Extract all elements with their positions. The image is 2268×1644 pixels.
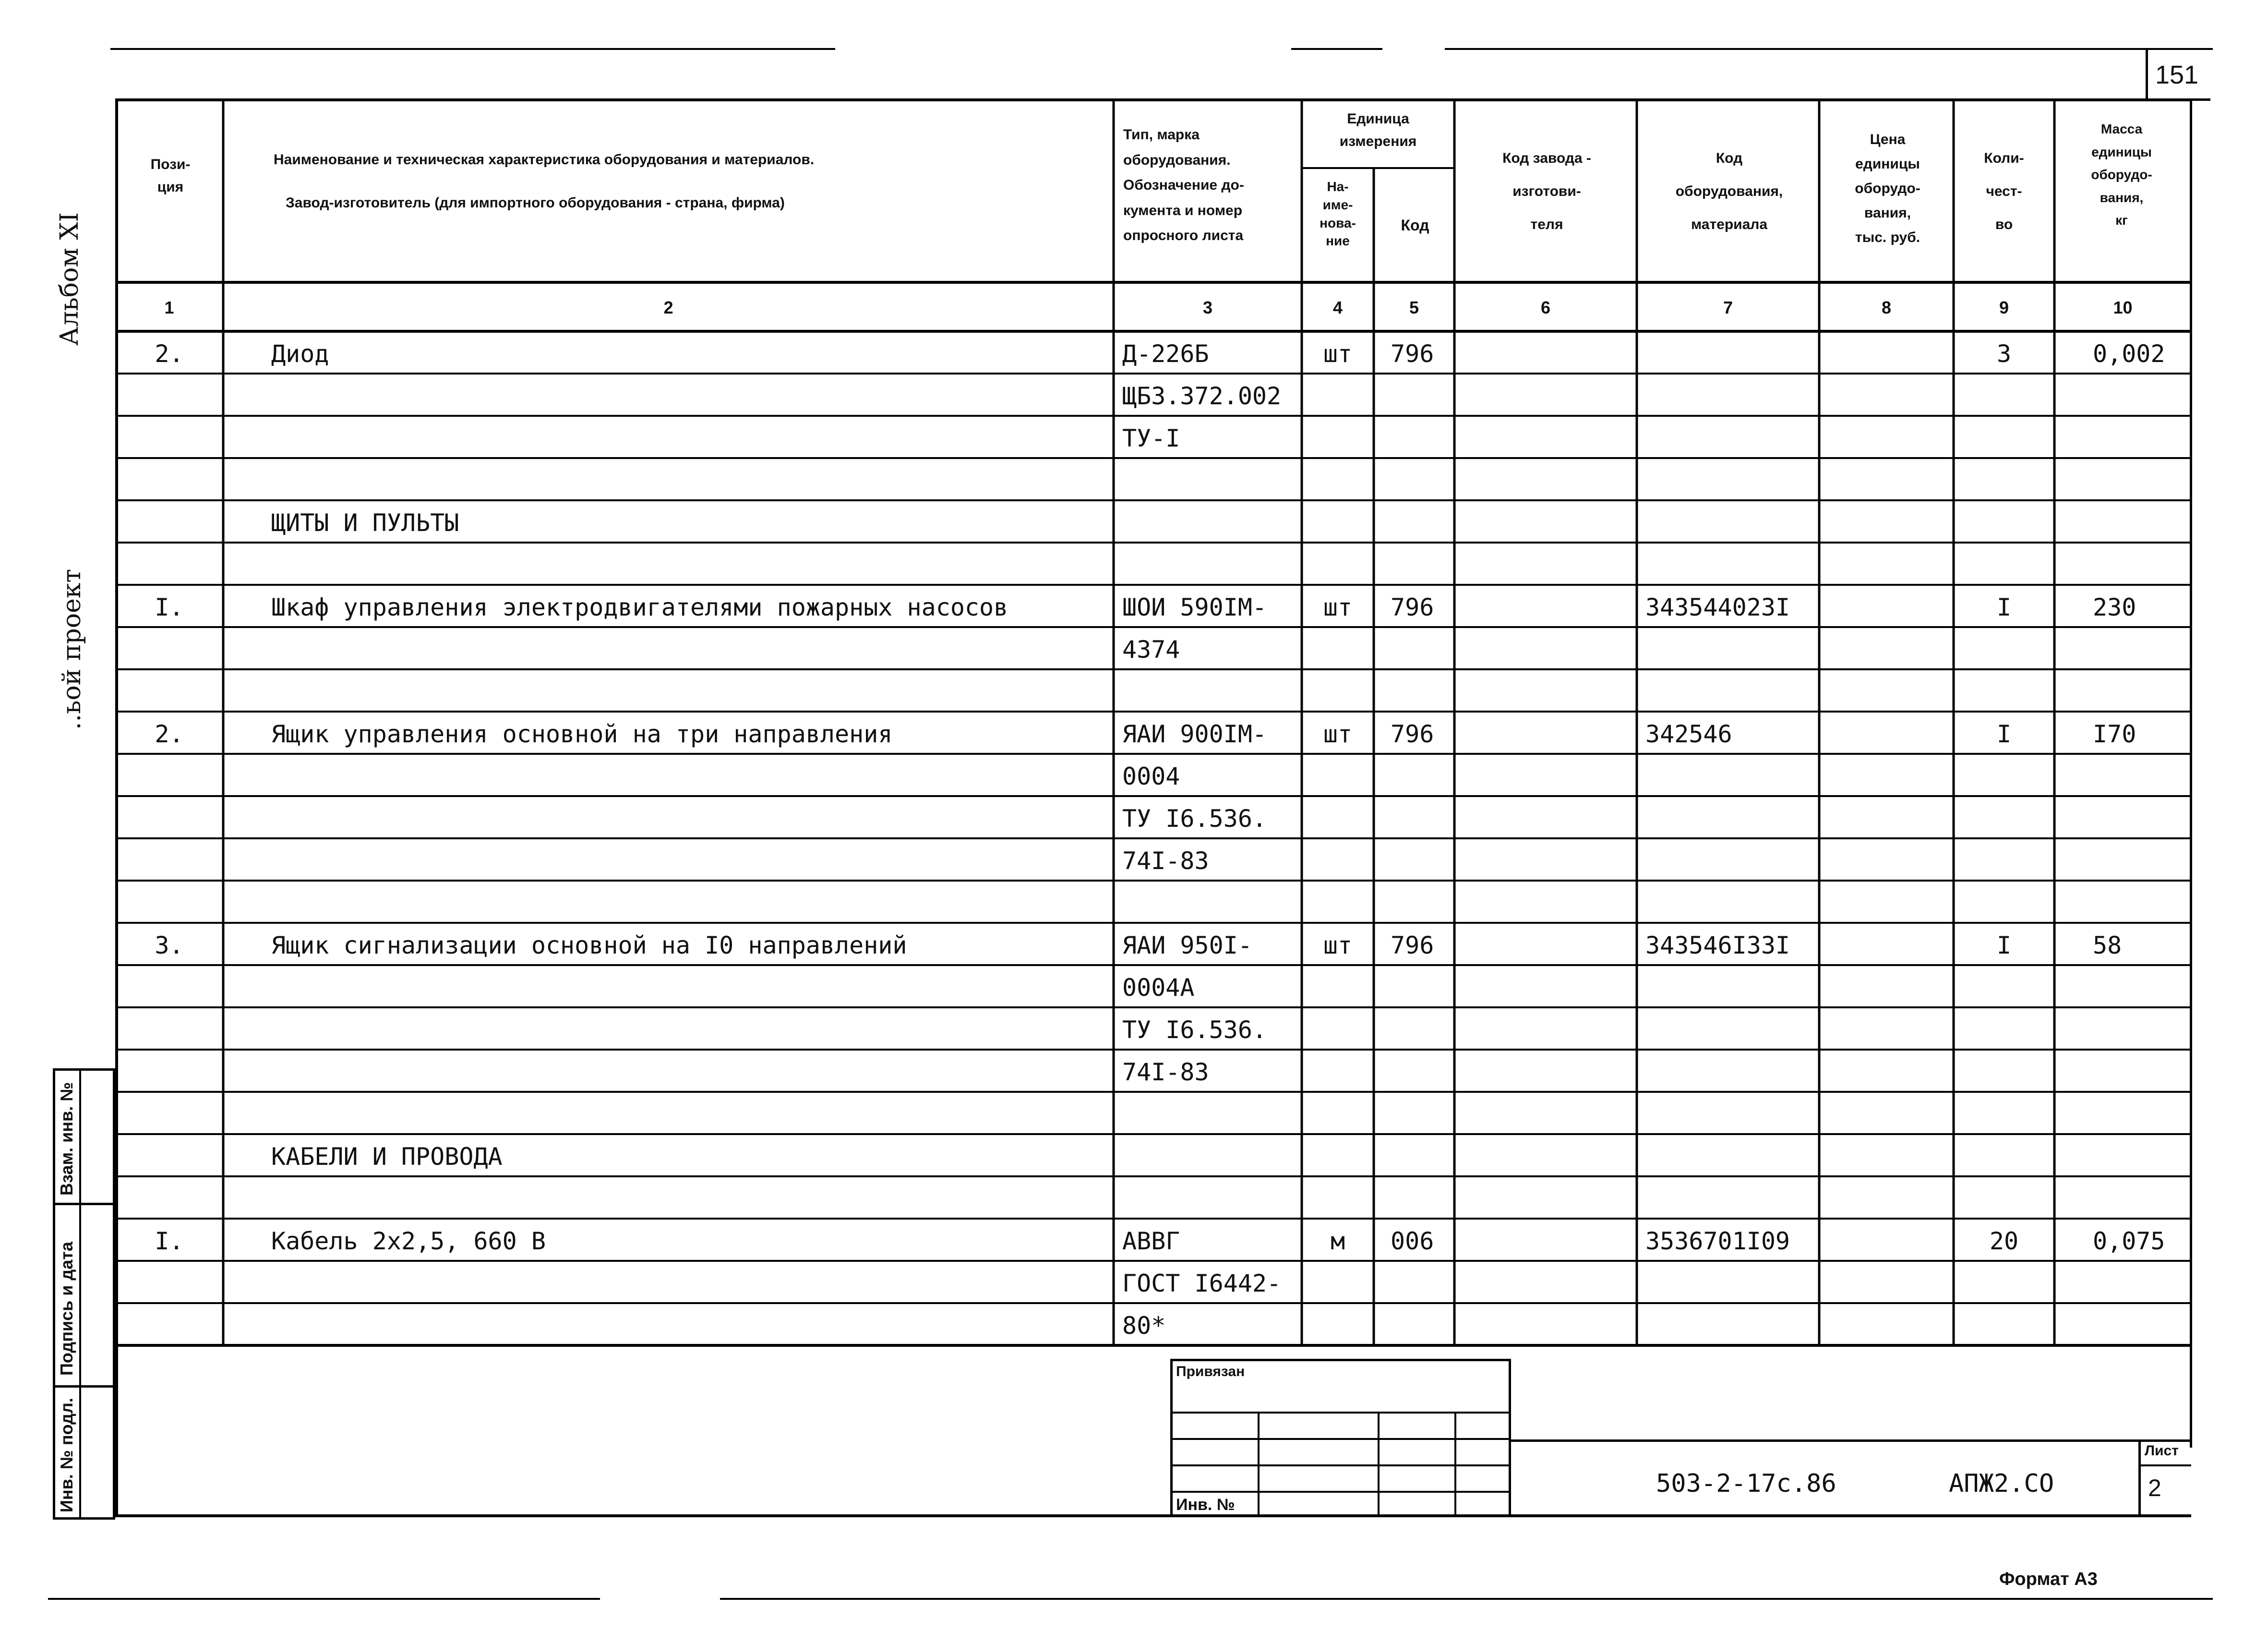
list-label: Лист: [2145, 1443, 2179, 1459]
podpis-label: Подпись и дата: [57, 1242, 76, 1376]
stamp-hline-1: [1170, 1412, 1511, 1414]
row-name: Диод: [271, 340, 329, 368]
row-name: Кабель 2х2,5, 660 В: [271, 1227, 546, 1255]
page-number: 151: [2155, 60, 2199, 89]
column-number: 5: [1409, 298, 1419, 317]
row-name: ЩИТЫ И ПУЛЬТЫ: [271, 509, 459, 537]
row-mass: 58: [2093, 931, 2122, 959]
doc-code: АПЖ2.СО: [1949, 1469, 2054, 1498]
row-type: Д-226Б: [1122, 340, 1209, 368]
column-number: 1: [164, 298, 174, 317]
row-name: Шкаф управления электродвигателями пожарных насосов: [271, 593, 1008, 621]
row-unit-code: 006: [1391, 1227, 1434, 1255]
hdr-col2-line1: Наименование и техническая характеристика оборудования и материалов.: [274, 152, 815, 168]
row-equipment-code: 3536701I09: [1645, 1227, 1790, 1255]
row-unit: шт: [1323, 340, 1353, 368]
column-number: 7: [1723, 298, 1733, 317]
row-type: ТУ-I: [1122, 424, 1180, 452]
row-name: Ящик управления основной на три направления: [271, 720, 893, 748]
hdr-col2-line2: Завод-изготовитель (для импортного оборудования - страна, фирма): [286, 195, 785, 211]
list-cell-left: [2138, 1439, 2141, 1516]
row-position: 2.: [155, 720, 184, 748]
row-type: ТУ I6.536.: [1122, 805, 1267, 833]
hdr-col6: Код завода - изготови- теля: [1502, 150, 1591, 232]
row-type: 4374: [1122, 636, 1180, 664]
bottom-rule-left: [48, 1598, 600, 1600]
row-quantity: I: [1996, 593, 2012, 621]
row-type: 74I-83: [1122, 847, 1209, 875]
stamp-inv-label: Инв. №: [1176, 1496, 1235, 1514]
hdr-col5: Код: [1401, 217, 1429, 234]
row-equipment-code: 342546: [1645, 720, 1732, 748]
column-number: 6: [1540, 298, 1551, 317]
hdr-col4: На- име- нова- ние: [1320, 179, 1356, 249]
row-type: ЯАИ 950I-: [1122, 931, 1252, 959]
inv-podl-label: Инв. № подл.: [57, 1398, 76, 1512]
column-number: 10: [2113, 298, 2133, 317]
row-type: 80*: [1122, 1312, 1166, 1340]
row-quantity: 3: [1996, 340, 2012, 368]
stamp-vline-3: [1454, 1412, 1456, 1517]
row-type: ЩБ3.372.002: [1122, 382, 1282, 410]
column-number: 4: [1332, 298, 1343, 317]
bottom-rule-right: [720, 1598, 2213, 1600]
format-label: Формат А3: [1999, 1569, 2098, 1589]
row-unit: шт: [1323, 593, 1353, 621]
row-type: ШОИ 590IМ-: [1122, 593, 1267, 621]
column-number: 9: [1999, 298, 2009, 317]
list-cell-divider: [2138, 1464, 2191, 1466]
row-type: 0004А: [1122, 974, 1195, 1002]
hdr-col3: Тип, марка оборудования. Обозначение до- кумента и номер опросного листа: [1123, 127, 1244, 243]
title-block-top: [1511, 1439, 2191, 1442]
row-name: Ящик сигнализации основной на I0 направлений: [271, 931, 907, 959]
column-number: 2: [663, 298, 673, 317]
row-position: 3.: [155, 931, 184, 959]
row-type: 74I-83: [1122, 1058, 1209, 1086]
hdr-col10: Масса единицы оборудо- вания, кг: [2091, 121, 2152, 228]
list-value: 2: [2148, 1475, 2161, 1501]
row-equipment-code: 343544023I: [1645, 593, 1790, 621]
row-mass: I70: [2093, 720, 2136, 748]
vzam-label: Взам. инв. №: [57, 1082, 76, 1196]
row-unit-code: 796: [1391, 720, 1434, 748]
row-type: ГОСТ I6442-: [1122, 1269, 1282, 1297]
row-quantity: 20: [1989, 1227, 2019, 1255]
row-unit: шт: [1323, 931, 1353, 959]
hdr-col1: Пози- ция: [150, 157, 191, 195]
project-label: ..ьой проект: [58, 568, 86, 730]
row-mass: 0,075: [2093, 1227, 2165, 1255]
row-quantity: I: [1996, 720, 2012, 748]
column-number: 8: [1881, 298, 1892, 317]
stamp-privyazan-label: Привязан: [1176, 1364, 1245, 1379]
hdr-col8: Цена единицы оборудо- вания, тыс. руб.: [1855, 132, 1920, 245]
row-name: КАБЕЛИ И ПРОВОДА: [271, 1143, 503, 1171]
column-number: 3: [1202, 298, 1213, 317]
row-unit: шт: [1323, 720, 1353, 748]
album-label: Альбом XI: [55, 212, 84, 346]
row-unit: м: [1330, 1227, 1345, 1255]
row-type: 0004: [1122, 762, 1180, 790]
row-equipment-code: 343546I33I: [1645, 931, 1790, 959]
hdr-unit-group: Единица измерения: [1339, 111, 1417, 149]
row-unit-code: 796: [1391, 931, 1434, 959]
doc-number: 503-2-17с.86: [1656, 1469, 1836, 1498]
hdr-col7: Код оборудования, материала: [1675, 150, 1783, 232]
hdr-col9: Коли- чест- во: [1984, 150, 2024, 232]
row-type: АВВГ: [1122, 1227, 1180, 1255]
row-mass: 0,002: [2093, 340, 2165, 368]
stamp-hline-4: [1170, 1491, 1511, 1493]
stamp-hline-2: [1170, 1438, 1511, 1440]
stamp-vline-1: [1258, 1412, 1260, 1517]
row-position: I.: [155, 593, 184, 621]
row-mass: 230: [2093, 593, 2136, 621]
row-position: 2.: [155, 340, 184, 368]
stamp-hline-3: [1170, 1464, 1511, 1466]
row-quantity: I: [1996, 931, 2012, 959]
row-unit-code: 796: [1391, 340, 1434, 368]
row-position: I.: [155, 1227, 184, 1255]
row-type: ТУ I6.536.: [1122, 1016, 1267, 1044]
row-unit-code: 796: [1391, 593, 1434, 621]
stamp-vline-2: [1378, 1412, 1380, 1517]
row-type: ЯАИ 900IМ-: [1122, 720, 1267, 748]
